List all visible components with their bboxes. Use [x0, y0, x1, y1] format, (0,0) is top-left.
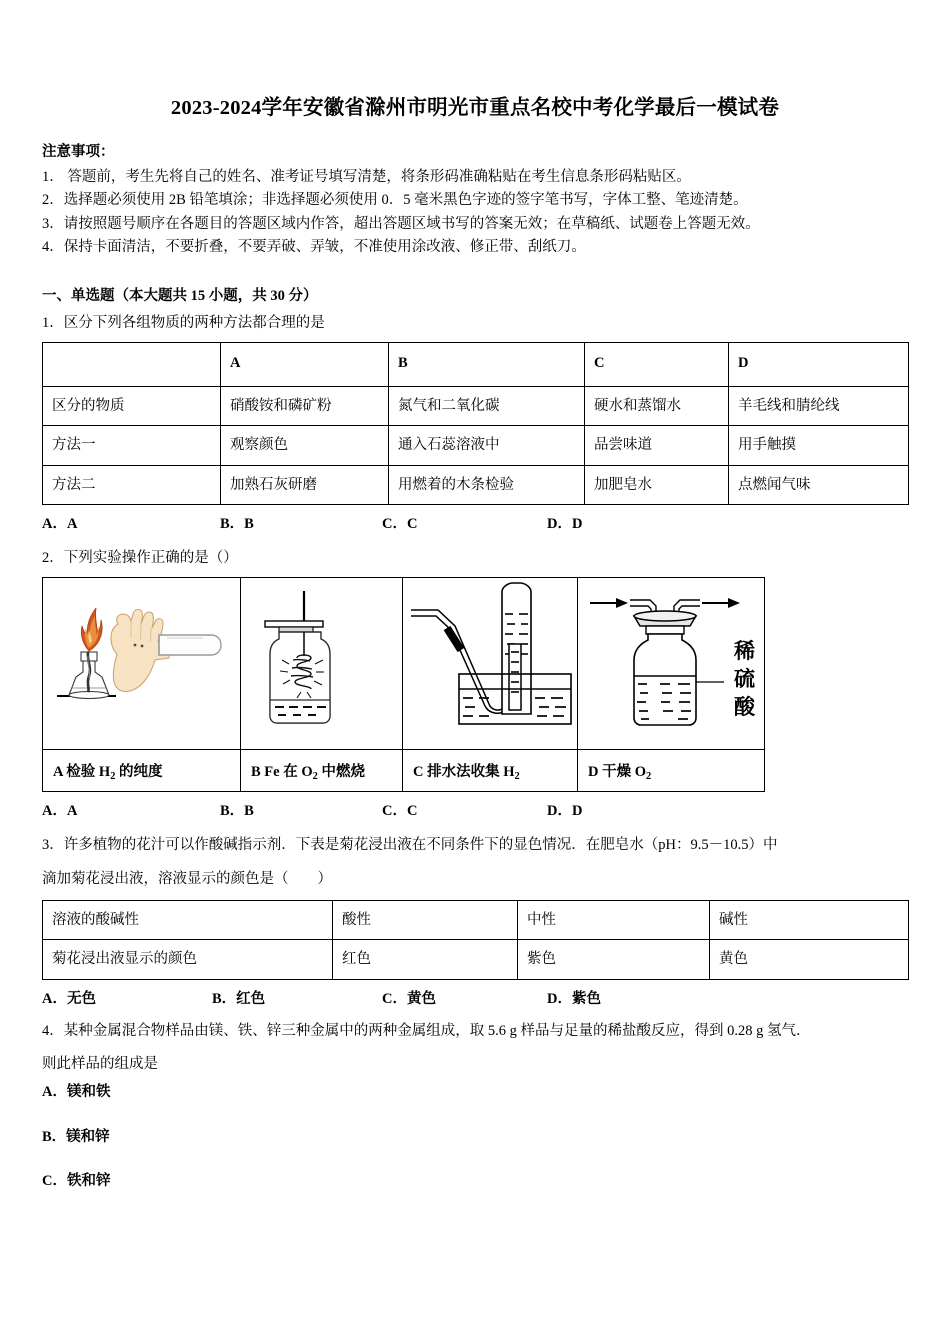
question-3-number: 3． — [42, 837, 64, 854]
question-2-apparatus-table — [42, 577, 765, 792]
water-displacement-collection-icon — [403, 578, 577, 749]
q1-row2-cell-d: 点燃闻气味 — [729, 465, 909, 504]
question-2-number: 2． — [42, 549, 64, 566]
question-3-stem — [42, 833, 908, 858]
question-2-options — [42, 799, 908, 819]
q1-row1-cell-d: 用手触摸 — [729, 426, 909, 465]
q2-caption-c-sub: 2 — [514, 771, 520, 783]
q1-row1-cell-a: 观察颜色 — [221, 426, 389, 465]
q2-option-a[interactable]: A．A — [42, 803, 78, 820]
q1-option-b[interactable]: B．B — [220, 515, 254, 532]
section-heading: 一、单选题（本大题共 15 小题，共 30 分） — [42, 287, 318, 304]
notice-line-2: 2．选择题必须使用 2B 铅笔填涂；非选择题必须使用 0．5 毫米黑色字迹的签字笔书写，字体工整、笔迹清楚。 — [42, 192, 748, 209]
question-1-stem — [42, 311, 908, 336]
q1-row2-cell-b: 用燃着的木条检验 — [389, 465, 585, 504]
question-3-options — [42, 987, 908, 1007]
q2-caption-a-sub: 2 — [110, 771, 116, 783]
alcohol-lamp-hand-test-tube-icon — [43, 578, 240, 749]
q2-caption-d-prefix: D 干燥 O — [588, 764, 646, 781]
q1-option-c[interactable]: C．C — [382, 515, 418, 532]
notice-line-1: 1． 答题前，考生先将自己的姓名、准考证号填写清楚，将条形码准确粘贴在考生信息条形码粘贴区。 — [42, 168, 691, 185]
table-row — [43, 940, 909, 979]
table-row — [43, 465, 909, 504]
q3-row0-label: 溶液的酸碱性 — [43, 900, 333, 939]
q2-figure-b-cell — [241, 578, 403, 750]
q2-caption-b-prefix: B Fe 在 O — [251, 764, 313, 781]
question-1-number: 1． — [42, 314, 64, 331]
figure-label-char-1: 稀 — [734, 639, 755, 664]
table-row — [43, 426, 909, 465]
q1-row2-cell-c: 加肥皂水 — [585, 465, 729, 504]
q2-caption-a — [43, 750, 241, 792]
q1-row2-cell-a: 加熟石灰研磨 — [221, 465, 389, 504]
q3-row0-cell-1: 中性 — [518, 900, 710, 939]
q2-option-b[interactable]: B．B — [220, 803, 254, 820]
q2-caption-a-prefix: A 检验 H — [53, 764, 111, 781]
q2-caption-b — [241, 750, 403, 792]
q3-option-a[interactable]: A．无色 — [42, 990, 96, 1007]
question-4-options — [42, 1085, 908, 1189]
q1-row0-cell-a: 硝酸铵和磷矿粉 — [221, 386, 389, 425]
q2-caption-d — [578, 750, 765, 792]
q2-caption-c — [403, 750, 578, 792]
question-1-text: 区分下列各组物质的两种方法都合理的是 — [63, 314, 325, 331]
q1-header-c: C — [585, 342, 729, 386]
question-3-table — [42, 900, 909, 980]
q4-option-c[interactable]: C．铁和锌 — [42, 1173, 111, 1190]
q1-row0-cell-b: 氮气和二氧化碳 — [389, 386, 585, 425]
question-4-text-line1: 某种金属混合物样品由镁、铁、锌三种金属中的两种金属组成，取 5.6 g 样品与足量的稀盐酸反应，得到 0.28 g 氢气． — [63, 1022, 811, 1039]
table-row — [43, 386, 909, 425]
q3-row0-cell-0: 酸性 — [333, 900, 518, 939]
q1-row1-label: 方法一 — [43, 426, 221, 465]
q3-row1-cell-1: 紫色 — [518, 940, 710, 979]
q2-figure-d-cell — [578, 578, 765, 750]
q2-figure-a-cell — [43, 578, 241, 750]
notice-line-4: 4．保持卡面清洁，不要折叠，不要弄破、弄皱，不准使用涂改液、修正带、刮纸刀。 — [42, 239, 586, 256]
table-row — [43, 342, 909, 386]
question-1-options — [42, 512, 908, 532]
q3-row1-cell-0: 红色 — [333, 940, 518, 979]
q1-header-d: D — [729, 342, 909, 386]
page-title: 2023-2024学年安徽省滁州市明光市重点名校中考化学最后一模试卷 — [170, 97, 780, 119]
gas-jar-iron-wool-burning-icon — [241, 578, 402, 749]
page-content — [42, 96, 908, 1219]
q3-row1-label: 菊花浸出液显示的颜色 — [43, 940, 333, 979]
q4-option-a[interactable]: A．镁和铁 — [42, 1084, 111, 1101]
table-row — [43, 578, 765, 750]
q1-row0-label: 区分的物质 — [43, 386, 221, 425]
notice-line-3: 3．请按照题号顺序在各题目的答题区域内作答，超出答题区域书写的答案无效；在草稿纸、试题卷上答题无效。 — [42, 215, 760, 232]
q2-caption-a-suffix: 的纯度 — [115, 764, 163, 781]
question-3-stem-line2: 滴加菊花浸出液，溶液显示的颜色是（ ） — [42, 870, 332, 887]
question-2-text: 下列实验操作正确的是（） — [63, 549, 238, 566]
q2-option-d[interactable]: D．D — [547, 803, 583, 820]
q3-option-b[interactable]: B．红色 — [212, 990, 266, 1007]
q2-caption-b-sub: 2 — [312, 771, 318, 783]
q2-caption-c-prefix: C 排水法收集 H — [413, 764, 515, 781]
table-row — [43, 900, 909, 939]
q1-header-a: A — [221, 342, 389, 386]
question-2-stem — [42, 546, 908, 571]
q1-row1-cell-b: 通入石蕊溶液中 — [389, 426, 585, 465]
q1-option-a[interactable]: A．A — [42, 515, 78, 532]
q2-figure-c-cell — [403, 578, 578, 750]
q3-option-c[interactable]: C．黄色 — [382, 990, 436, 1007]
figure-label-char-2: 硫 — [734, 667, 755, 692]
q2-caption-d-sub: 2 — [646, 771, 652, 783]
question-4-stem-line2: 则此样品的组成是 — [42, 1055, 158, 1072]
question-4-stem — [42, 1019, 908, 1044]
question-4-number: 4． — [42, 1022, 64, 1039]
notice-block — [42, 140, 908, 260]
q3-row0-cell-2: 碱性 — [710, 900, 909, 939]
q1-row0-cell-d: 羊毛线和腈纶线 — [729, 386, 909, 425]
q1-header-b: B — [389, 342, 585, 386]
q2-option-c[interactable]: C．C — [382, 803, 418, 820]
q3-row1-cell-2: 黄色 — [710, 940, 909, 979]
q2-caption-b-suffix: 中燃烧 — [317, 764, 365, 781]
q1-row2-label: 方法二 — [43, 465, 221, 504]
table-row — [43, 750, 765, 792]
q1-row1-cell-c: 品尝味道 — [585, 426, 729, 465]
q3-option-d[interactable]: D．紫色 — [547, 990, 601, 1007]
notice-heading: 注意事项： — [42, 143, 115, 160]
q1-option-d[interactable]: D．D — [547, 515, 583, 532]
q4-option-b[interactable]: B．镁和锌 — [42, 1128, 110, 1145]
question-1-table — [42, 342, 909, 505]
q1-row0-cell-c: 硬水和蒸馏水 — [585, 386, 729, 425]
figure-label-char-3: 酸 — [734, 695, 755, 720]
q1-header-blank — [43, 342, 221, 386]
gas-washing-bottle-drying-icon — [578, 578, 764, 749]
question-3-text-line1: 许多植物的花汁可以作酸碱指示剂．下表是菊花浸出液在不同条件下的显色情况．在肥皂水（pH：9.5－10.5）中 — [63, 837, 778, 854]
